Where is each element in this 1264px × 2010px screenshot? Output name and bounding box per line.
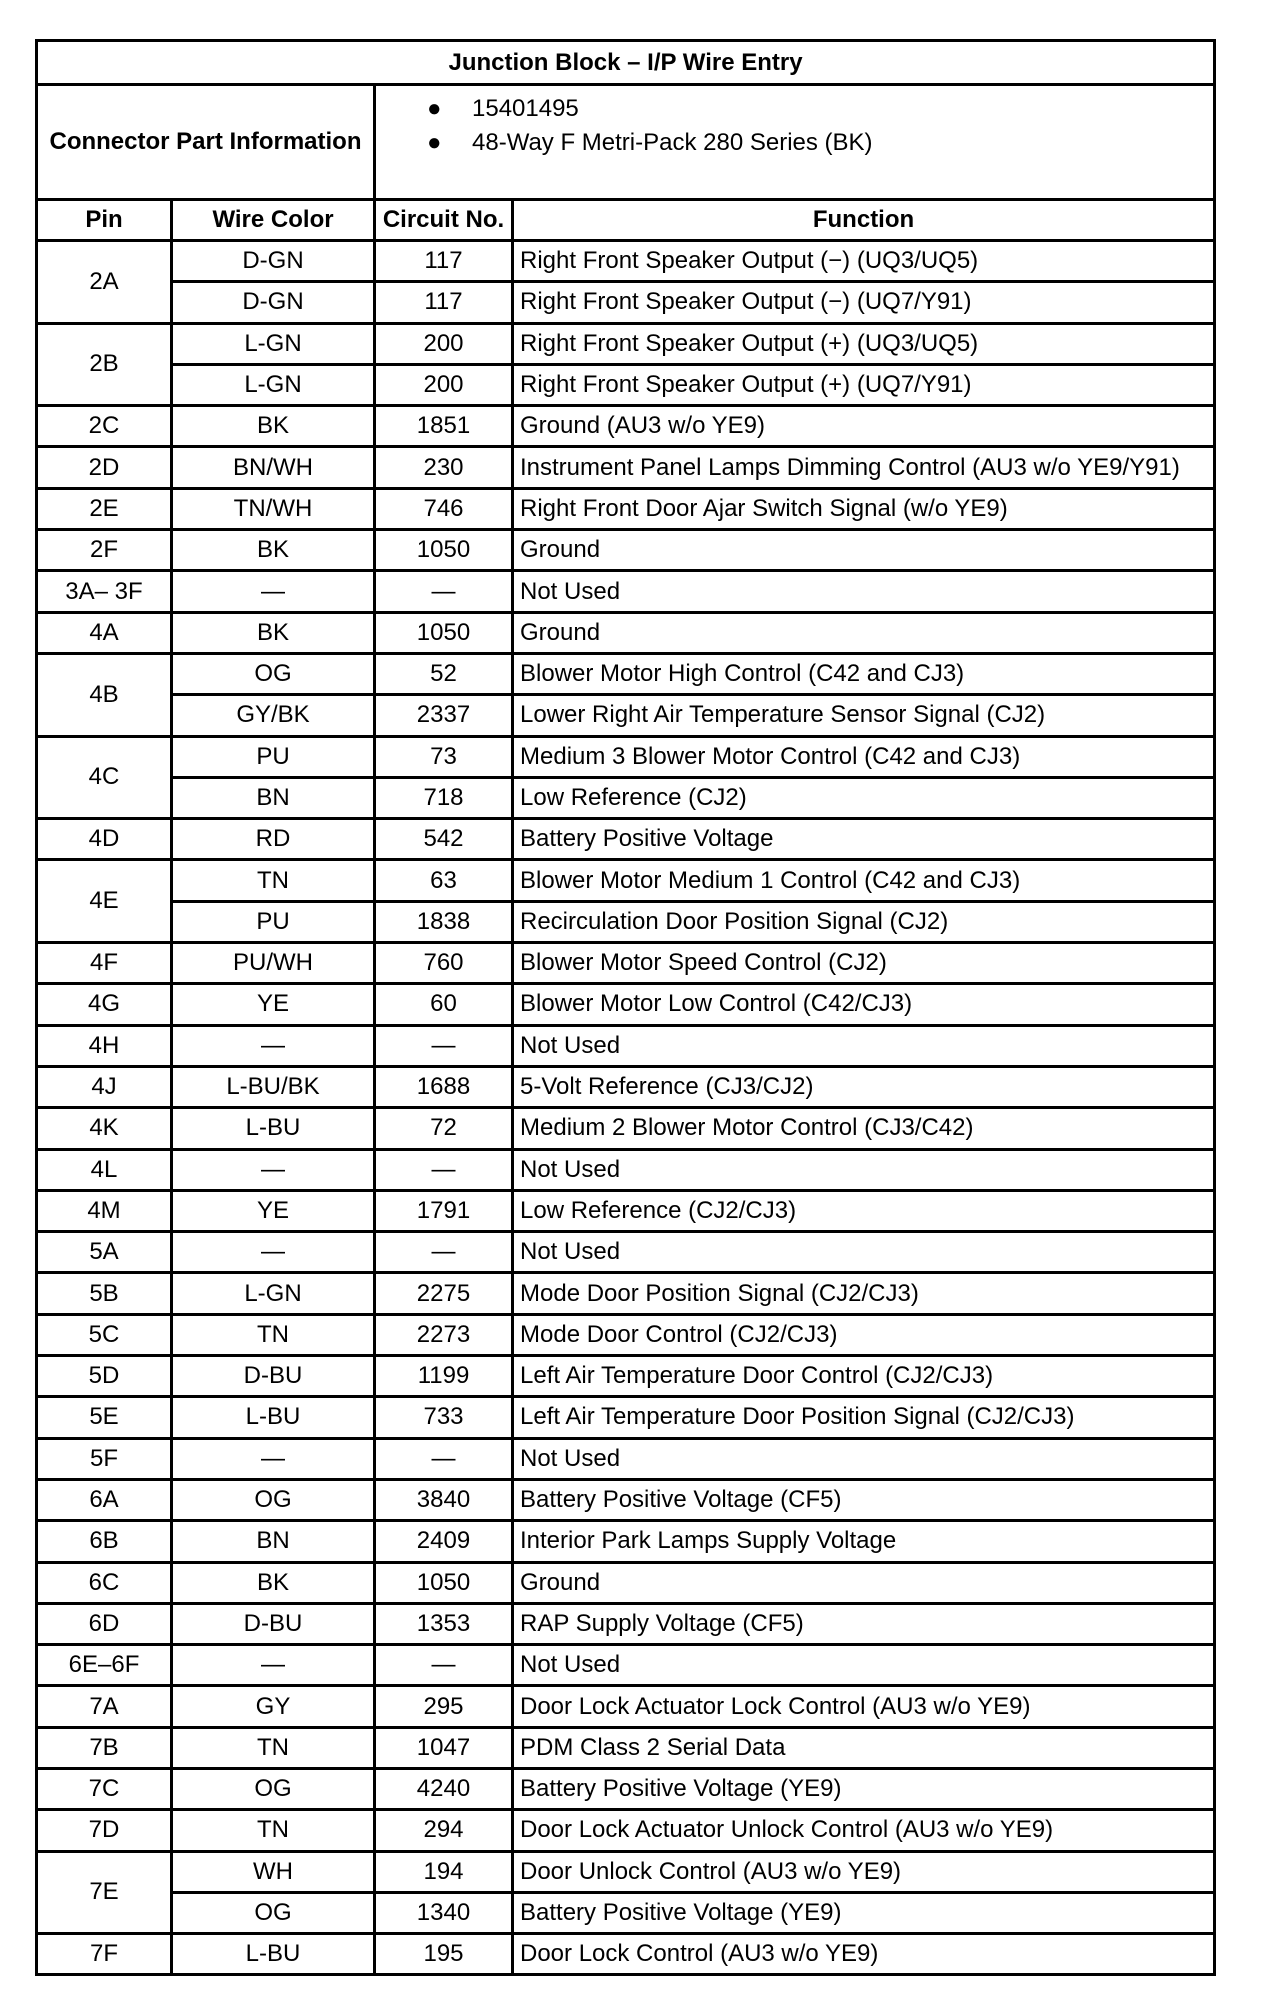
- table-row: [37, 1232, 1215, 1273]
- function-cell: Door Lock Control (AU3 w/o YE9): [513, 1934, 1215, 1975]
- circuit-cell: 294: [375, 1810, 513, 1851]
- circuit-cell: 1050: [375, 1562, 513, 1603]
- wire-color-cell: —: [172, 1232, 375, 1273]
- circuit-cell: 1050: [375, 612, 513, 653]
- bullet-icon: ●: [427, 95, 442, 122]
- table-row: [37, 860, 1215, 901]
- function-cell: Medium 3 Blower Motor Control (C42 and CJ3): [513, 736, 1215, 777]
- function-cell: Ground (AU3 w/o YE9): [513, 406, 1215, 447]
- pin-cell: 5A: [37, 1232, 172, 1273]
- pin-cell: 2F: [37, 530, 172, 571]
- table-row: [37, 1025, 1215, 1066]
- function-cell: Not Used: [513, 1025, 1215, 1066]
- circuit-cell: 194: [375, 1851, 513, 1892]
- circuit-cell: 52: [375, 653, 513, 694]
- circuit-cell: 1047: [375, 1727, 513, 1768]
- circuit-cell: —: [375, 1438, 513, 1479]
- circuit-cell: 746: [375, 488, 513, 529]
- wire-color-cell: RD: [172, 819, 375, 860]
- function-cell: Right Front Door Ajar Switch Signal (w/o YE9): [513, 488, 1215, 529]
- table-row: [37, 1108, 1215, 1149]
- circuit-cell: —: [375, 1149, 513, 1190]
- table-row: [37, 984, 1215, 1025]
- wire-color-cell: —: [172, 1149, 375, 1190]
- col-header-pin: Pin: [37, 200, 172, 241]
- wire-color-cell: D-BU: [172, 1603, 375, 1644]
- table-row: [37, 1727, 1215, 1768]
- circuit-cell: 1851: [375, 406, 513, 447]
- table-row: [37, 1397, 1215, 1438]
- function-cell: Left Air Temperature Door Position Signal (CJ2/CJ3): [513, 1397, 1215, 1438]
- wire-color-cell: TN: [172, 1314, 375, 1355]
- function-cell: Mode Door Control (CJ2/CJ3): [513, 1314, 1215, 1355]
- wire-color-cell: L-GN: [172, 1273, 375, 1314]
- pin-cell: 2A: [37, 241, 172, 324]
- wire-color-cell: YE: [172, 984, 375, 1025]
- wire-color-cell: L-GN: [172, 323, 375, 364]
- function-cell: Blower Motor Medium 1 Control (C42 and CJ3): [513, 860, 1215, 901]
- circuit-cell: 72: [375, 1108, 513, 1149]
- connector-table: [35, 39, 1216, 1976]
- function-cell: 5-Volt Reference (CJ3/CJ2): [513, 1066, 1215, 1107]
- pin-cell: 5C: [37, 1314, 172, 1355]
- function-cell: Lower Right Air Temperature Sensor Signal (CJ2): [513, 695, 1215, 736]
- pin-cell: 4K: [37, 1108, 172, 1149]
- wire-color-cell: L-BU: [172, 1397, 375, 1438]
- function-cell: Door Lock Actuator Unlock Control (AU3 w/o YE9): [513, 1810, 1215, 1851]
- pin-cell: 2C: [37, 406, 172, 447]
- wire-color-cell: PU: [172, 736, 375, 777]
- circuit-cell: 4240: [375, 1768, 513, 1809]
- circuit-cell: 1050: [375, 530, 513, 571]
- wire-color-cell: OG: [172, 1768, 375, 1809]
- table-row: [37, 1190, 1215, 1231]
- wire-color-cell: BK: [172, 530, 375, 571]
- pin-cell: 4A: [37, 612, 172, 653]
- table-row: [37, 1892, 1215, 1933]
- function-cell: Blower Motor Speed Control (CJ2): [513, 943, 1215, 984]
- table-row: [37, 1479, 1215, 1520]
- table-row: [37, 1686, 1215, 1727]
- circuit-cell: 3840: [375, 1479, 513, 1520]
- function-cell: Ground: [513, 530, 1215, 571]
- table-row: [37, 736, 1215, 777]
- pin-cell: 4G: [37, 984, 172, 1025]
- wire-color-cell: BN: [172, 777, 375, 818]
- pin-cell: 6E–6F: [37, 1645, 172, 1686]
- function-cell: Ground: [513, 612, 1215, 653]
- wire-color-cell: D-GN: [172, 282, 375, 323]
- function-cell: Right Front Speaker Output (−) (UQ3/UQ5): [513, 241, 1215, 282]
- table-row: [37, 364, 1215, 405]
- function-cell: Battery Positive Voltage (CF5): [513, 1479, 1215, 1520]
- pin-cell: 7A: [37, 1686, 172, 1727]
- circuit-cell: 2409: [375, 1521, 513, 1562]
- circuit-cell: 117: [375, 282, 513, 323]
- function-cell: Door Unlock Control (AU3 w/o YE9): [513, 1851, 1215, 1892]
- table-row: [37, 1645, 1215, 1686]
- bullet-icon: ●: [427, 129, 442, 156]
- table-row: [37, 571, 1215, 612]
- function-cell: RAP Supply Voltage (CF5): [513, 1603, 1215, 1644]
- circuit-cell: 200: [375, 323, 513, 364]
- function-cell: Door Lock Actuator Lock Control (AU3 w/o YE9): [513, 1686, 1215, 1727]
- table-row: [37, 530, 1215, 571]
- circuit-cell: 1353: [375, 1603, 513, 1644]
- connector-description: ● 48-Way F Metri-Pack 280 Series (BK): [427, 126, 1207, 160]
- circuit-cell: 760: [375, 943, 513, 984]
- pin-cell: 7F: [37, 1934, 172, 1975]
- wire-color-cell: D-BU: [172, 1356, 375, 1397]
- wire-color-cell: BK: [172, 1562, 375, 1603]
- table-row: [37, 819, 1215, 860]
- function-cell: Battery Positive Voltage: [513, 819, 1215, 860]
- wire-color-cell: YE: [172, 1190, 375, 1231]
- table-row: [37, 901, 1215, 942]
- pin-cell: 4D: [37, 819, 172, 860]
- wire-color-cell: BN/WH: [172, 447, 375, 488]
- pin-cell: 3A– 3F: [37, 571, 172, 612]
- wire-color-cell: TN/WH: [172, 488, 375, 529]
- circuit-cell: 195: [375, 1934, 513, 1975]
- table-row: [37, 1066, 1215, 1107]
- function-cell: Right Front Speaker Output (+) (UQ7/Y91): [513, 364, 1215, 405]
- pin-cell: 4L: [37, 1149, 172, 1190]
- function-cell: Left Air Temperature Door Control (CJ2/CJ3): [513, 1356, 1215, 1397]
- pin-cell: 4H: [37, 1025, 172, 1066]
- wire-color-cell: PU/WH: [172, 943, 375, 984]
- function-cell: Not Used: [513, 1645, 1215, 1686]
- table-row: [37, 1149, 1215, 1190]
- pin-cell: 2E: [37, 488, 172, 529]
- function-cell: Ground: [513, 1562, 1215, 1603]
- wire-color-cell: PU: [172, 901, 375, 942]
- table-row: [37, 282, 1215, 323]
- pin-cell: 6C: [37, 1562, 172, 1603]
- circuit-cell: 1340: [375, 1892, 513, 1933]
- table-title: Junction Block – I/P Wire Entry: [37, 41, 1215, 85]
- table-row: [37, 1314, 1215, 1355]
- table-row: [37, 1851, 1215, 1892]
- wire-color-cell: BK: [172, 406, 375, 447]
- table-row: [37, 612, 1215, 653]
- function-cell: Not Used: [513, 1149, 1215, 1190]
- circuit-cell: 73: [375, 736, 513, 777]
- wire-color-cell: L-BU: [172, 1108, 375, 1149]
- function-cell: Recirculation Door Position Signal (CJ2): [513, 901, 1215, 942]
- circuit-cell: 2337: [375, 695, 513, 736]
- function-cell: Not Used: [513, 1232, 1215, 1273]
- circuit-cell: 295: [375, 1686, 513, 1727]
- connector-info-list: [375, 85, 1215, 200]
- title-row: [37, 41, 1215, 85]
- function-cell: Right Front Speaker Output (+) (UQ3/UQ5): [513, 323, 1215, 364]
- function-cell: Medium 2 Blower Motor Control (CJ3/C42): [513, 1108, 1215, 1149]
- wire-color-cell: —: [172, 1645, 375, 1686]
- pin-cell: 7B: [37, 1727, 172, 1768]
- function-cell: PDM Class 2 Serial Data: [513, 1727, 1215, 1768]
- pin-cell: 7E: [37, 1851, 172, 1934]
- circuit-cell: 2273: [375, 1314, 513, 1355]
- circuit-cell: —: [375, 571, 513, 612]
- table-row: [37, 1603, 1215, 1644]
- pin-cell: 7C: [37, 1768, 172, 1809]
- table-row: [37, 943, 1215, 984]
- function-cell: Battery Positive Voltage (YE9): [513, 1892, 1215, 1933]
- circuit-cell: 200: [375, 364, 513, 405]
- table-row: [37, 1810, 1215, 1851]
- table-row: [37, 695, 1215, 736]
- table-row: [37, 1768, 1215, 1809]
- table-row: [37, 406, 1215, 447]
- pin-cell: 6D: [37, 1603, 172, 1644]
- circuit-cell: 63: [375, 860, 513, 901]
- function-cell: Low Reference (CJ2/CJ3): [513, 1190, 1215, 1231]
- function-cell: Battery Positive Voltage (YE9): [513, 1768, 1215, 1809]
- wire-color-cell: TN: [172, 860, 375, 901]
- wire-color-cell: OG: [172, 1479, 375, 1520]
- pin-cell: 5E: [37, 1397, 172, 1438]
- connector-info-label: Connector Part Information: [37, 85, 375, 200]
- function-cell: Blower Motor Low Control (C42/CJ3): [513, 984, 1215, 1025]
- wire-color-cell: —: [172, 571, 375, 612]
- table-row: [37, 447, 1215, 488]
- pin-cell: 4M: [37, 1190, 172, 1231]
- pin-cell: 2B: [37, 323, 172, 406]
- col-header-function: Function: [513, 200, 1215, 241]
- circuit-cell: —: [375, 1232, 513, 1273]
- table-row: [37, 1438, 1215, 1479]
- wire-color-cell: L-BU/BK: [172, 1066, 375, 1107]
- wire-color-cell: WH: [172, 1851, 375, 1892]
- table-row: [37, 1356, 1215, 1397]
- circuit-cell: 60: [375, 984, 513, 1025]
- pin-cell: 5B: [37, 1273, 172, 1314]
- circuit-cell: 1199: [375, 1356, 513, 1397]
- circuit-cell: 230: [375, 447, 513, 488]
- circuit-cell: 1838: [375, 901, 513, 942]
- column-header-row: [37, 200, 1215, 241]
- wire-color-cell: TN: [172, 1810, 375, 1851]
- circuit-cell: 2275: [375, 1273, 513, 1314]
- wire-color-cell: L-BU: [172, 1934, 375, 1975]
- circuit-cell: 718: [375, 777, 513, 818]
- circuit-cell: 1688: [375, 1066, 513, 1107]
- wire-color-cell: —: [172, 1025, 375, 1066]
- circuit-cell: —: [375, 1645, 513, 1686]
- pin-cell: 6B: [37, 1521, 172, 1562]
- wire-color-cell: BK: [172, 612, 375, 653]
- function-cell: Instrument Panel Lamps Dimming Control (AU3 w/o YE9/Y91): [513, 447, 1215, 488]
- function-cell: Low Reference (CJ2): [513, 777, 1215, 818]
- table-row: [37, 1562, 1215, 1603]
- table-row: [37, 1273, 1215, 1314]
- pin-cell: 4J: [37, 1066, 172, 1107]
- wire-color-cell: GY: [172, 1686, 375, 1727]
- table-row: [37, 241, 1215, 282]
- function-cell: Interior Park Lamps Supply Voltage: [513, 1521, 1215, 1562]
- pin-cell: 5D: [37, 1356, 172, 1397]
- function-cell: Not Used: [513, 571, 1215, 612]
- pin-cell: 4C: [37, 736, 172, 819]
- function-cell: Mode Door Position Signal (CJ2/CJ3): [513, 1273, 1215, 1314]
- col-header-wire-color: Wire Color: [172, 200, 375, 241]
- wire-color-cell: TN: [172, 1727, 375, 1768]
- wire-color-cell: L-GN: [172, 364, 375, 405]
- pin-cell: 5F: [37, 1438, 172, 1479]
- circuit-cell: 542: [375, 819, 513, 860]
- circuit-cell: 1791: [375, 1190, 513, 1231]
- pin-cell: 4B: [37, 653, 172, 736]
- wire-color-cell: GY/BK: [172, 695, 375, 736]
- function-cell: Not Used: [513, 1438, 1215, 1479]
- function-cell: Blower Motor High Control (C42 and CJ3): [513, 653, 1215, 694]
- pin-cell: 4F: [37, 943, 172, 984]
- pin-cell: 7D: [37, 1810, 172, 1851]
- function-cell: Right Front Speaker Output (−) (UQ7/Y91): [513, 282, 1215, 323]
- connector-part-number: ● 15401495: [427, 92, 1207, 126]
- table-row: [37, 777, 1215, 818]
- wire-color-cell: —: [172, 1438, 375, 1479]
- table-row: [37, 1521, 1215, 1562]
- pin-cell: 4E: [37, 860, 172, 943]
- table-row: [37, 1934, 1215, 1975]
- table-row: [37, 653, 1215, 694]
- pin-cell: 2D: [37, 447, 172, 488]
- circuit-cell: —: [375, 1025, 513, 1066]
- connector-info-row: [37, 85, 1215, 200]
- wire-color-cell: D-GN: [172, 241, 375, 282]
- wire-color-cell: OG: [172, 1892, 375, 1933]
- col-header-circuit: Circuit No.: [375, 200, 513, 241]
- wire-color-cell: OG: [172, 653, 375, 694]
- wire-color-cell: BN: [172, 1521, 375, 1562]
- pin-cell: 6A: [37, 1479, 172, 1520]
- table-row: [37, 488, 1215, 529]
- table-row: [37, 323, 1215, 364]
- circuit-cell: 733: [375, 1397, 513, 1438]
- circuit-cell: 117: [375, 241, 513, 282]
